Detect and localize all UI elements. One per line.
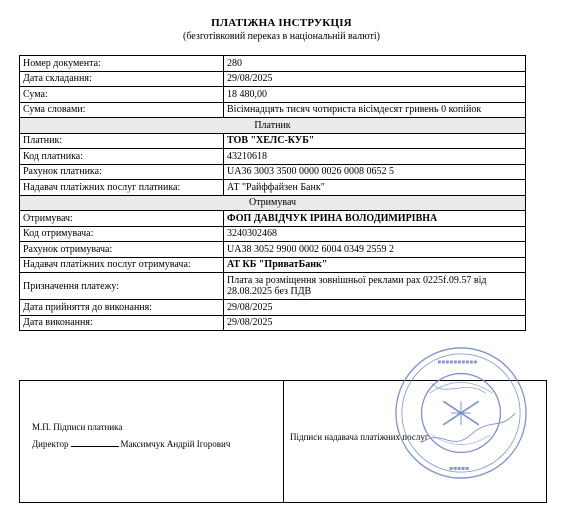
accepted-date-label: Дата прийняття до виконання: [20, 300, 224, 316]
document-subtitle: (безготівковий переказ в національній валюті) [183, 31, 380, 42]
bank-signatures-label: Підписи надавача платіжних послуг [290, 432, 429, 442]
payer-name-value: ТОВ "ХЕЛС-КУБ" [224, 133, 526, 149]
recipient-code-value: 3240302468 [224, 226, 526, 242]
executed-date-label: Дата виконання: [20, 315, 224, 331]
payer-signatures-label: М.П. Підписи платника [32, 422, 123, 432]
payer-code-value: 43210618 [224, 149, 526, 165]
payer-name-label: Платник: [20, 133, 224, 149]
purpose-label: Призначення платежу: [20, 273, 224, 300]
table-row [20, 226, 526, 242]
payer-account-value: UA36 3003 3500 0000 0026 0008 0652 5 [224, 164, 526, 180]
recipient-provider-label: Надавач платіжних послуг отримувача: [20, 257, 224, 273]
recipient-account-value: UA38 3052 9900 0002 6004 0349 2559 2 [224, 242, 526, 258]
recipient-code-label: Код отримувача: [20, 226, 224, 242]
purpose-value: Плата за розміщення зовнішньої реклами рах 0225f.09.57 від 28.08.2025 без ПДВ [224, 273, 526, 300]
table-row [20, 180, 526, 196]
amount-label: Сума: [20, 87, 224, 103]
table-row [20, 149, 526, 165]
payment-details-table [19, 55, 526, 331]
amount-words-value: Вісімнадцять тисяч чотириста вісімдесят гривень 0 копійок [224, 102, 526, 118]
director-name: Максимчук Андрій Ігорович [120, 439, 231, 449]
doc-date-value: 29/08/2025 [224, 71, 526, 87]
payer-code-label: Код платника: [20, 149, 224, 165]
table-row [20, 242, 526, 258]
signature-divider [283, 381, 284, 502]
recipient-provider-value: АТ КБ "ПриватБанк" [224, 257, 526, 273]
table-row [20, 164, 526, 180]
table-row [20, 211, 526, 227]
payer-provider-value: АТ "Райффайзен Банк" [224, 180, 526, 196]
payer-section-header: Платник [20, 118, 526, 134]
recipient-name-label: Отримувач: [20, 211, 224, 227]
signature-line [71, 446, 119, 447]
table-row [20, 87, 526, 103]
doc-number-value: 280 [224, 56, 526, 72]
bank-stamp-icon [392, 344, 530, 482]
director-signature-row [32, 439, 230, 449]
section-row [20, 195, 526, 211]
recipient-name-value: ФОП ДАВІДЧУК ІРИНА ВОЛОДИМИРІВНА [224, 211, 526, 227]
table-row [20, 56, 526, 72]
table-row [20, 273, 526, 300]
recipient-section-header: Отримувач [20, 195, 526, 211]
table-row [20, 300, 526, 316]
table-row [20, 102, 526, 118]
director-label: Директор [32, 439, 69, 449]
svg-text:▪▪▪▪▪▪▪▪▪▪: ▪▪▪▪▪▪▪▪▪▪ [437, 359, 478, 366]
table-row [20, 315, 526, 331]
amount-words-label: Сума словами: [20, 102, 224, 118]
recipient-account-label: Рахунок отримувача: [20, 242, 224, 258]
table-row [20, 133, 526, 149]
svg-text:▪▪▪▪▪: ▪▪▪▪▪ [449, 466, 470, 473]
payer-provider-label: Надавач платіжних послуг платника: [20, 180, 224, 196]
table-row [20, 71, 526, 87]
payer-account-label: Рахунок платника: [20, 164, 224, 180]
doc-number-label: Номер документа: [20, 56, 224, 72]
amount-value: 18 480,00 [224, 87, 526, 103]
executed-date-value: 29/08/2025 [224, 315, 526, 331]
document-title: ПЛАТІЖНА ІНСТРУКЦІЯ [211, 17, 352, 29]
table-row [20, 257, 526, 273]
section-row [20, 118, 526, 134]
doc-date-label: Дата складання: [20, 71, 224, 87]
accepted-date-value: 29/08/2025 [224, 300, 526, 316]
